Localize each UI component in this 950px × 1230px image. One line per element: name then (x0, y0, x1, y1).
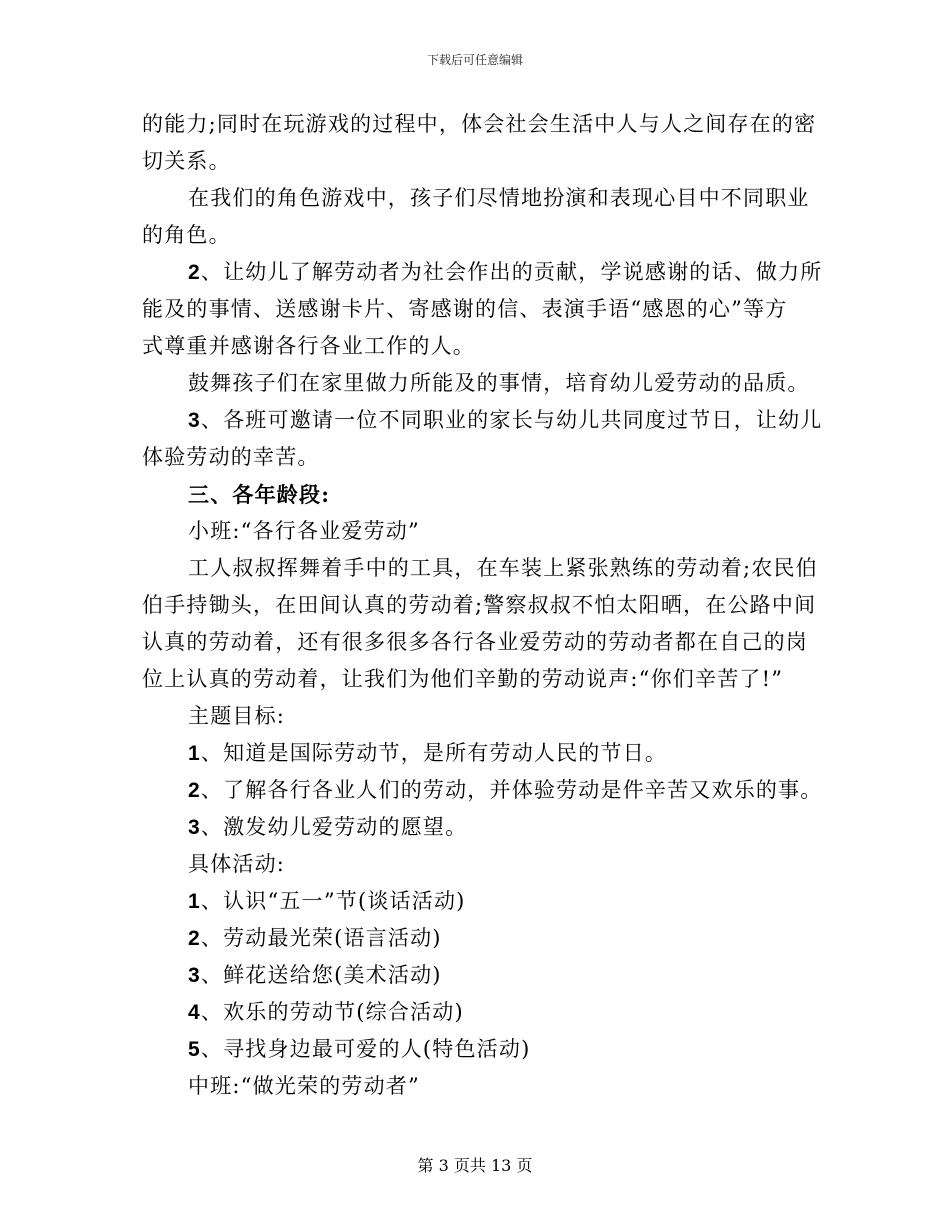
list-number: 5 (188, 1038, 201, 1061)
list-number: 2 (188, 261, 201, 284)
text-line (142, 994, 812, 1031)
text-line (142, 328, 812, 365)
text-line (142, 846, 812, 883)
list-number: 3 (188, 409, 201, 432)
line-text: 小班:“各行各业爱劳动” (188, 519, 420, 543)
list-number: 1 (188, 890, 201, 913)
line-text: 切关系。 (142, 149, 231, 173)
text-line (142, 587, 817, 624)
list-number: 3 (188, 816, 201, 839)
text-line (142, 439, 812, 476)
line-text: 中班:“做光荣的劳动者” (188, 1074, 420, 1098)
text-line (142, 624, 812, 661)
line-text: 伯手持锄头，在田间认真的劳动着;警察叔叔不怕太阳晒，在公路中间 (142, 593, 817, 617)
line-text: 、让幼儿了解劳动者为社会作出的贡献，学说感谢的话、做力所 (200, 260, 823, 284)
text-line (142, 291, 812, 328)
text-line (142, 365, 812, 402)
line-text: 、欢乐的劳动节(综合活动) (200, 1000, 464, 1024)
page-footer: 第 3 页共 13 页 (417, 1156, 533, 1175)
line-text: 、各班可邀请一位不同职业的家长与幼儿共同度过节日，让幼儿 (200, 408, 823, 432)
text-line (142, 513, 812, 550)
text-line (142, 883, 812, 920)
text-line (142, 661, 812, 698)
line-text: 主题目标: (188, 704, 286, 728)
line-text: 位上认真的劳动着，让我们为他们辛勤的劳动说声:“你们辛苦了!” (142, 667, 784, 691)
list-number: 3 (188, 964, 201, 987)
line-text: 的能力;同时在玩游戏的过程中，体会社会生活中人与人之间存在的密 (142, 112, 817, 136)
line-text: 在我们的角色游戏中，孩子们尽情地扮演和表现心目中不同职业 (188, 186, 810, 210)
list-number: 4 (188, 1001, 201, 1024)
text-line (142, 698, 812, 735)
line-text: 认真的劳动着，还有很多很多各行各业爱劳动的劳动者都在自己的岗 (142, 630, 808, 654)
line-text: 、知道是国际劳动节，是所有劳动人民的节日。 (200, 741, 668, 765)
list-number: 2 (188, 927, 201, 950)
text-line (142, 550, 818, 587)
text-line (142, 1068, 812, 1105)
list-number: 1 (188, 742, 201, 765)
line-text: 、了解各行各业人们的劳动，并体验劳动是件辛苦又欢乐的事。 (200, 778, 823, 802)
line-text: 工人叔叔挥舞着手中的工具，在车装上紧张熟练的劳动着;农民伯 (188, 556, 818, 580)
line-text: 、寻找身边最可爱的人(特色活动) (200, 1037, 531, 1061)
line-text: 三、各年龄段: (188, 482, 331, 507)
line-text: 体验劳动的幸苦。 (142, 445, 320, 469)
text-line (142, 143, 812, 180)
text-line (142, 217, 812, 254)
line-text: 能及的事情、送感谢卡片、寄感谢的信、表演手语“感恩的心”等方 (142, 297, 788, 321)
line-text: 具体活动: (188, 852, 286, 876)
text-line (142, 106, 817, 143)
text-line (142, 809, 812, 846)
line-text: 的角色。 (142, 223, 231, 247)
line-text: 、鲜花送给您(美术活动) (200, 963, 442, 987)
text-line (142, 402, 823, 439)
text-line (142, 254, 823, 291)
line-text: 鼓舞孩子们在家里做力所能及的事情，培育幼儿爱劳动的品质。 (188, 371, 810, 395)
text-line (142, 735, 812, 772)
text-line (142, 180, 812, 217)
line-text: 、激发幼儿爱劳动的愿望。 (200, 815, 468, 839)
line-text: 式尊重并感谢各行各业工作的人。 (142, 334, 475, 358)
text-line (142, 920, 812, 957)
text-line (142, 772, 823, 809)
line-text: 、认识“五一”节(谈话活动) (200, 889, 466, 913)
list-number: 2 (188, 779, 201, 802)
document-body (142, 106, 823, 1105)
text-line (142, 476, 812, 513)
text-line (142, 1031, 812, 1068)
page-header: 下载后可任意编辑 (426, 53, 523, 67)
line-text: 、劳动最光荣(语言活动) (200, 926, 442, 950)
text-line (142, 957, 812, 994)
